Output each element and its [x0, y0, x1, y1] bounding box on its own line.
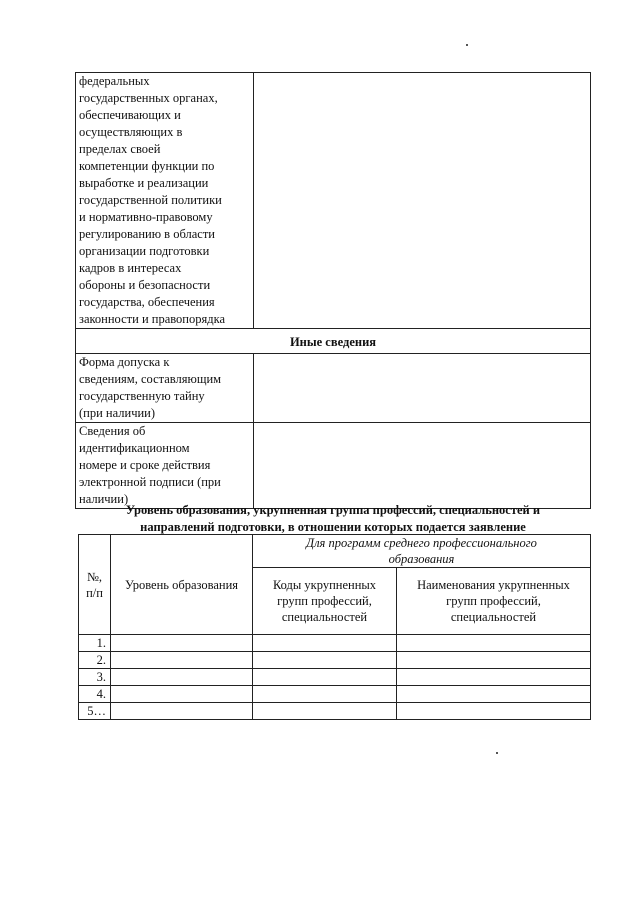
section-title: Иные сведения	[76, 329, 591, 354]
header-line: групп профессий,	[446, 594, 541, 608]
education-section-heading	[72, 502, 594, 536]
text-line: государственную тайну	[79, 389, 205, 403]
text-line: федеральных	[79, 74, 150, 88]
text-line: организации подготовки	[79, 244, 210, 258]
applicant-info-table	[75, 72, 591, 509]
level-field[interactable]	[111, 669, 253, 686]
table-row	[79, 703, 591, 720]
clearance-label-cell	[76, 354, 254, 423]
column-header-names	[397, 568, 591, 635]
text-line: (при наличии)	[79, 406, 156, 420]
header-line: специальностей	[450, 610, 537, 624]
row-number: 2.	[79, 652, 111, 669]
text-line: обеспечивающих и	[79, 108, 181, 122]
text-line: государства, обеспечения	[79, 295, 215, 309]
scan-speck	[496, 752, 498, 754]
text-line: государственных органах,	[79, 91, 218, 105]
header-row	[79, 535, 591, 568]
text-line: и нормативно-правовому	[79, 210, 213, 224]
table-row	[79, 686, 591, 703]
row-number: 4.	[79, 686, 111, 703]
scan-speck	[466, 44, 468, 46]
text-line: электронной подписи (при	[79, 475, 221, 489]
text-line: Сведения об	[79, 424, 146, 438]
text-line: Форма допуска к	[79, 355, 170, 369]
row-number: 5…	[79, 703, 111, 720]
signature-value-field[interactable]	[254, 423, 591, 509]
text-line: кадров в интересах	[79, 261, 182, 275]
names-field[interactable]	[397, 635, 591, 652]
table-row	[79, 652, 591, 669]
header-line: специальностей	[281, 610, 368, 624]
education-table	[78, 534, 591, 720]
text-line: наличии)	[79, 492, 129, 506]
names-field[interactable]	[397, 686, 591, 703]
column-header-number	[79, 535, 111, 635]
codes-field[interactable]	[253, 635, 397, 652]
text-line: сведениям, составляющим	[79, 372, 222, 386]
names-field[interactable]	[397, 652, 591, 669]
text-line: компетенции функции по	[79, 159, 215, 173]
names-field[interactable]	[397, 703, 591, 720]
level-field[interactable]	[111, 686, 253, 703]
heading-line: Уровень образования, укрупненная группа профессий, специальностей и	[125, 503, 541, 517]
column-group-header-spo	[253, 535, 591, 568]
header-line: образования	[388, 552, 455, 566]
header-line: Коды укрупненных	[272, 578, 377, 592]
table-row	[79, 635, 591, 652]
header-line: Для программ среднего профессионального	[306, 536, 537, 550]
row-number: 1.	[79, 635, 111, 652]
heading-line: направлений подготовки, в отношении которых подается заявление	[140, 520, 526, 534]
text-line: государственной политики	[79, 193, 222, 207]
authority-value-field[interactable]	[254, 73, 591, 329]
level-field[interactable]	[111, 652, 253, 669]
codes-field[interactable]	[253, 703, 397, 720]
text-line: выработке и реализации	[79, 176, 209, 190]
header-line: Наименования укрупненных	[417, 578, 570, 592]
text-line: номере и сроке действия	[79, 458, 211, 472]
level-field[interactable]	[111, 703, 253, 720]
signature-label-cell	[76, 423, 254, 509]
text-line: обороны и безопасности	[79, 278, 211, 292]
table-row	[76, 73, 591, 329]
authority-description-cell	[76, 73, 254, 329]
table-row	[76, 423, 591, 509]
clearance-value-field[interactable]	[254, 354, 591, 423]
header-line: №,	[86, 569, 103, 584]
level-field[interactable]	[111, 635, 253, 652]
text-line: законности и правопорядка	[79, 312, 226, 326]
column-header-level: Уровень образования	[111, 535, 253, 635]
codes-field[interactable]	[253, 669, 397, 686]
text-line: пределах своей	[79, 142, 161, 156]
table-row	[76, 354, 591, 423]
text-line: осуществляющих в	[79, 125, 183, 139]
column-header-codes	[253, 568, 397, 635]
row-number: 3.	[79, 669, 111, 686]
table-row	[79, 669, 591, 686]
text-line: регулированию в области	[79, 227, 215, 241]
header-line: групп профессий,	[277, 594, 372, 608]
text-line: идентификационном	[79, 441, 190, 455]
codes-field[interactable]	[253, 686, 397, 703]
header-line: п/п	[86, 585, 103, 600]
names-field[interactable]	[397, 669, 591, 686]
section-row	[76, 329, 591, 354]
codes-field[interactable]	[253, 652, 397, 669]
